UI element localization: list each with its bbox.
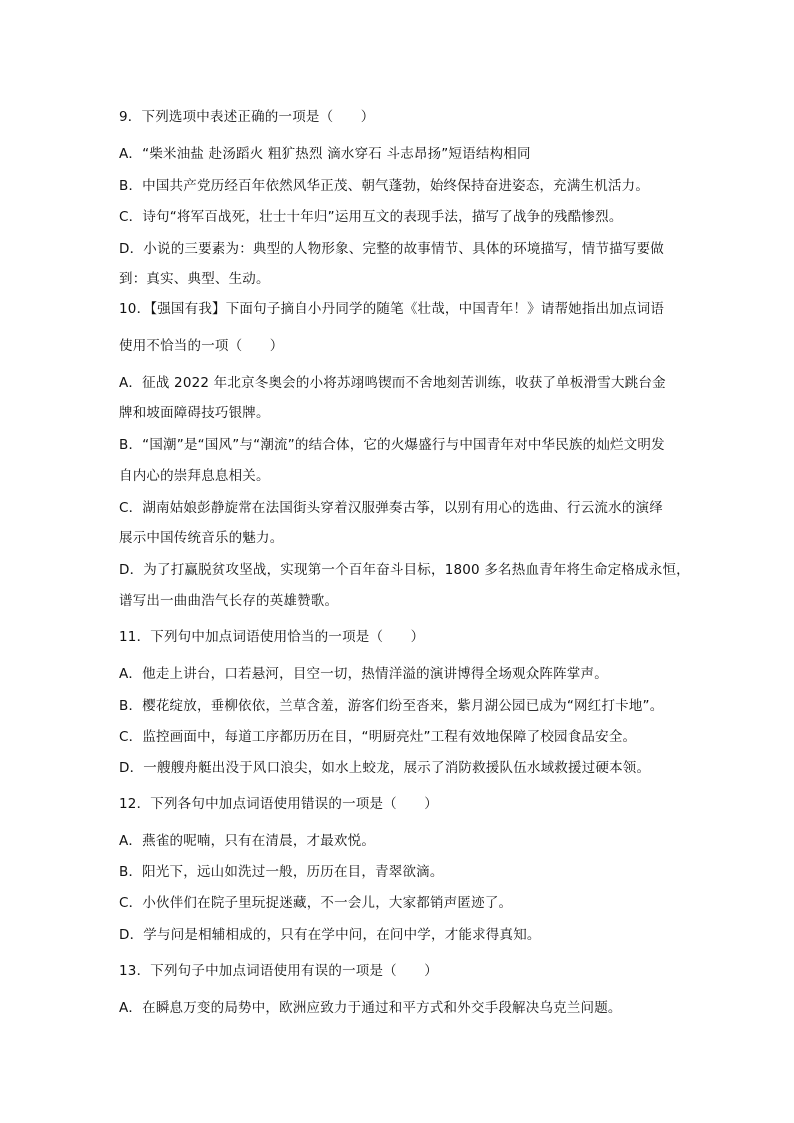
question-11-stem: 11．下列句中加点词语使用恰当的一项是（ ） — [119, 629, 425, 645]
question-10-option-b-line-1: B．“国潮”是“国风”与“潮流”的结合体，它的火爆盛行与中国青年对中华民族的灿烂文明发 — [119, 437, 665, 453]
question-9-option-a: A．“柴米油盐 赴汤蹈火 粗犷热烈 滴水穿石 斗志昂扬”短语结构相同 — [119, 146, 531, 162]
question-9-option-d-line-2: 到：真实、典型、生动。 — [119, 271, 270, 287]
question-11-option-a: A．他走上讲台，口若悬河，目空一切，热情洋溢的演讲博得全场观众阵阵掌声。 — [119, 666, 608, 682]
question-9-option-d-line-1: D．小说的三要素为：典型的人物形象、完整的故事情节、具体的环境描写，情节描写要做 — [119, 241, 664, 257]
question-11-option-b: B．樱花绽放，垂柳依依，兰草含羞，游客们纷至沓来，紫月湖公园已成为“网红打卡地”。 — [119, 698, 664, 714]
question-10-option-d-line-2: 谱写出一曲曲浩气长存的英雄赞歌。 — [119, 593, 339, 609]
question-10-option-a-line-1: A．征战 2022 年北京冬奥会的小将苏翊鸣锲而不舍地刻苦训练，收获了单板滑雪大跳台金 — [119, 375, 666, 391]
question-10-option-d-line-1: D．为了打赢脱贫攻坚战，实现第一个百年奋斗目标，1800 多名热血青年将生命定格成永恒， — [119, 562, 690, 578]
question-12-stem: 12．下列各句中加点词语使用错误的一项是（ ） — [119, 796, 438, 812]
question-11-option-c: C．监控画面中，每道工序都历历在目，“明厨亮灶”工程有效地保障了校园食品安全。 — [119, 729, 637, 745]
question-13-option-a: A．在瞬息万变的局势中，欧洲应致力于通过和平方式和外交手段解决乌克兰问题。 — [119, 1000, 622, 1016]
question-13-stem: 13．下列句子中加点词语使用有误的一项是（ ） — [119, 963, 438, 979]
question-9-option-b: B．中国共产党历经百年依然风华正茂、朝气蓬勃，始终保持奋进姿态，充满生机活力。 — [119, 178, 650, 194]
question-12-option-b: B．阳光下，远山如洗过一般，历历在目，青翠欲滴。 — [119, 864, 444, 880]
question-12-option-d: D．学与问是相辅相成的，只有在学中问，在问中学，才能求得真知。 — [119, 927, 541, 943]
question-10-option-c-line-1: C．湖南姑娘彭静旋常在法国街头穿着汉服弹奏古筝，以别有用心的选曲、行云流水的演绎 — [119, 500, 663, 516]
question-12-option-c: C．小伙伴们在院子里玩捉迷藏，不一会儿，大家都销声匿迹了。 — [119, 895, 513, 911]
question-10-option-a-line-2: 牌和坡面障碍技巧银牌。 — [119, 405, 270, 421]
question-10-stem-line-1: 10．【强国有我】下面句子摘自小丹同学的随笔《壮哉，中国青年！》请帮她指出加点词语 — [119, 301, 665, 317]
question-12-option-a: A．燕雀的呢喃，只有在清晨，才最欢悦。 — [119, 833, 376, 849]
question-10-stem-line-2: 使用不恰当的一项（ ） — [119, 338, 284, 354]
question-10-option-b-line-2: 自内心的崇拜息息相关。 — [119, 468, 270, 484]
question-11-option-d: D．一艘艘舟艇出没于风口浪尖，如水上蛟龙，展示了消防救援队伍水域救援过硬本领。 — [119, 760, 651, 776]
question-9-option-c: C．诗句“将军百战死，壮士十年归”运用互文的表现手法，描写了战争的残酷惨烈。 — [119, 209, 623, 225]
question-9-stem: 9．下列选项中表述正确的一项是（ ） — [119, 109, 375, 125]
question-10-option-c-line-2: 展示中国传统音乐的魅力。 — [119, 530, 284, 546]
